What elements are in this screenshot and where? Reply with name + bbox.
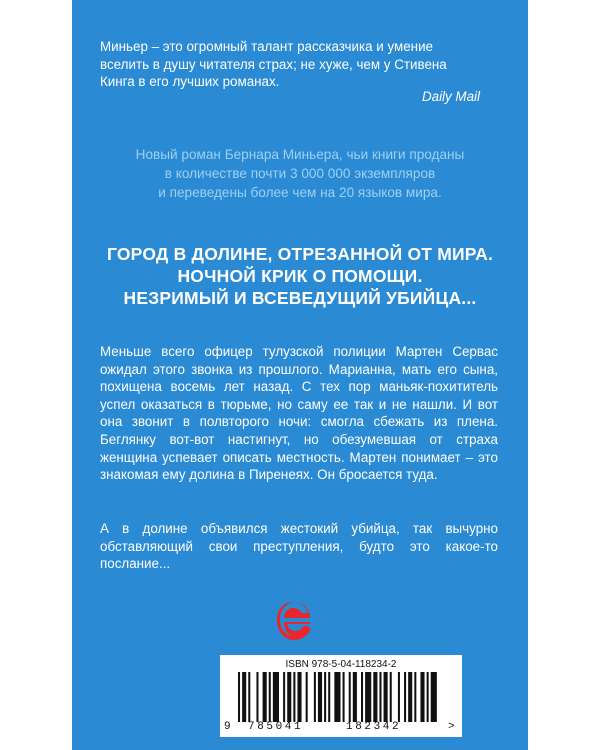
- barcode-digit-first: 9: [224, 721, 231, 733]
- barcode-bar: [420, 672, 424, 722]
- promo-line: и переведены более чем на 20 языков мира.: [158, 185, 442, 200]
- review-quote-line: вселить в душу читателя страх; не хуже, чем у Стивена: [100, 56, 447, 72]
- promo-line: Новый роман Бернара Миньера, чьи книги проданы: [135, 147, 465, 162]
- synopsis-paragraph-2: А в долине объявился жестокий убийца, так вычурно обставляющий свои преступления, будто это какое-то послание...: [100, 521, 498, 572]
- barcode: [220, 655, 462, 737]
- tagline-line: НЕЗРИМЫЙ И ВСЕВЕДУЩИЙ УБИЙЦА...: [123, 288, 477, 308]
- barcode-bar: [390, 672, 392, 722]
- review-quote-line: Кинга в его лучших романах.: [100, 74, 280, 89]
- synopsis-paragraph-1: Меньше всего офицер тулузской полиции Мартен Сервас ожидал этого звонка из прошлого. Марианна, мать его сына, похищена восемь лет назад. С тех пор маньяк-похититель успел оказаться в тюрьме, но саму ее так и не нашли. И вот она звонит в полвторого ночи: смогла сбежать из плена. Беглянку вот-вот настигнут, но обезумевшая от страха женщина успевает описать местность. Мартен понимает – это знакомая ему долина в Пиренеях. Он бросается туда.: [100, 344, 498, 483]
- barcode-bar: [293, 672, 295, 722]
- barcode-bar: [273, 672, 279, 722]
- barcode-bar: [297, 672, 301, 722]
- barcode-bars: [234, 672, 446, 722]
- review-source: Daily Mail: [421, 89, 480, 104]
- barcode-bar: [328, 672, 330, 722]
- barcode-bar: [283, 672, 285, 722]
- barcode-bar: [343, 672, 345, 722]
- barcode-digits: [220, 721, 462, 735]
- barcode-bar: [404, 672, 406, 722]
- eksmo-logo-icon: [273, 598, 313, 642]
- review-quote: [100, 38, 468, 91]
- barcode-bar: [287, 672, 291, 722]
- barcode-bar: [314, 672, 316, 722]
- barcode-bar: [353, 672, 357, 722]
- promo-line: в количестве почти 3 000 000 экземпляров: [164, 166, 436, 181]
- barcode-bar: [334, 672, 340, 722]
- tagline-line: НОЧНОЙ КРИК О ПОМОЩИ.: [177, 266, 423, 286]
- barcode-bar: [306, 672, 308, 722]
- barcode-bar: [379, 672, 381, 722]
- barcode-bar: [431, 672, 437, 722]
- barcode-bar: [349, 672, 351, 722]
- barcode-bar: [242, 672, 246, 722]
- barcode-bar: [373, 672, 377, 722]
- tagline-line: ГОРОД В ДОЛИНЕ, ОТРЕЗАННОЙ ОТ МИРА.: [106, 244, 494, 264]
- barcode-bar: [324, 672, 326, 722]
- barcode-bar: [256, 672, 258, 722]
- barcode-bar: [263, 672, 267, 722]
- barcode-digits-right: 182342: [346, 721, 402, 733]
- isbn-label: ISBN 978-5-04-118234-2: [285, 659, 397, 670]
- barcode-bar: [365, 672, 371, 722]
- barcode-bar: [248, 672, 250, 722]
- barcode-bar: [408, 672, 412, 722]
- barcode-bar: [238, 672, 240, 722]
- barcode-bar: [361, 672, 363, 722]
- back-cover: [72, 0, 528, 750]
- review-quote-line: Миньер – это огромный талант рассказчика и умение: [100, 39, 433, 54]
- barcode-bar: [384, 672, 388, 722]
- barcode-bar: [269, 672, 271, 722]
- barcode-marker: >: [448, 721, 455, 733]
- barcode-bar: [427, 672, 429, 722]
- barcode-bar: [318, 672, 322, 722]
- barcode-bar: [414, 672, 416, 722]
- barcode-bar: [398, 672, 400, 722]
- barcode-digits-left: 785041: [248, 721, 304, 733]
- tagline: [72, 243, 528, 309]
- promo-text: [72, 145, 528, 202]
